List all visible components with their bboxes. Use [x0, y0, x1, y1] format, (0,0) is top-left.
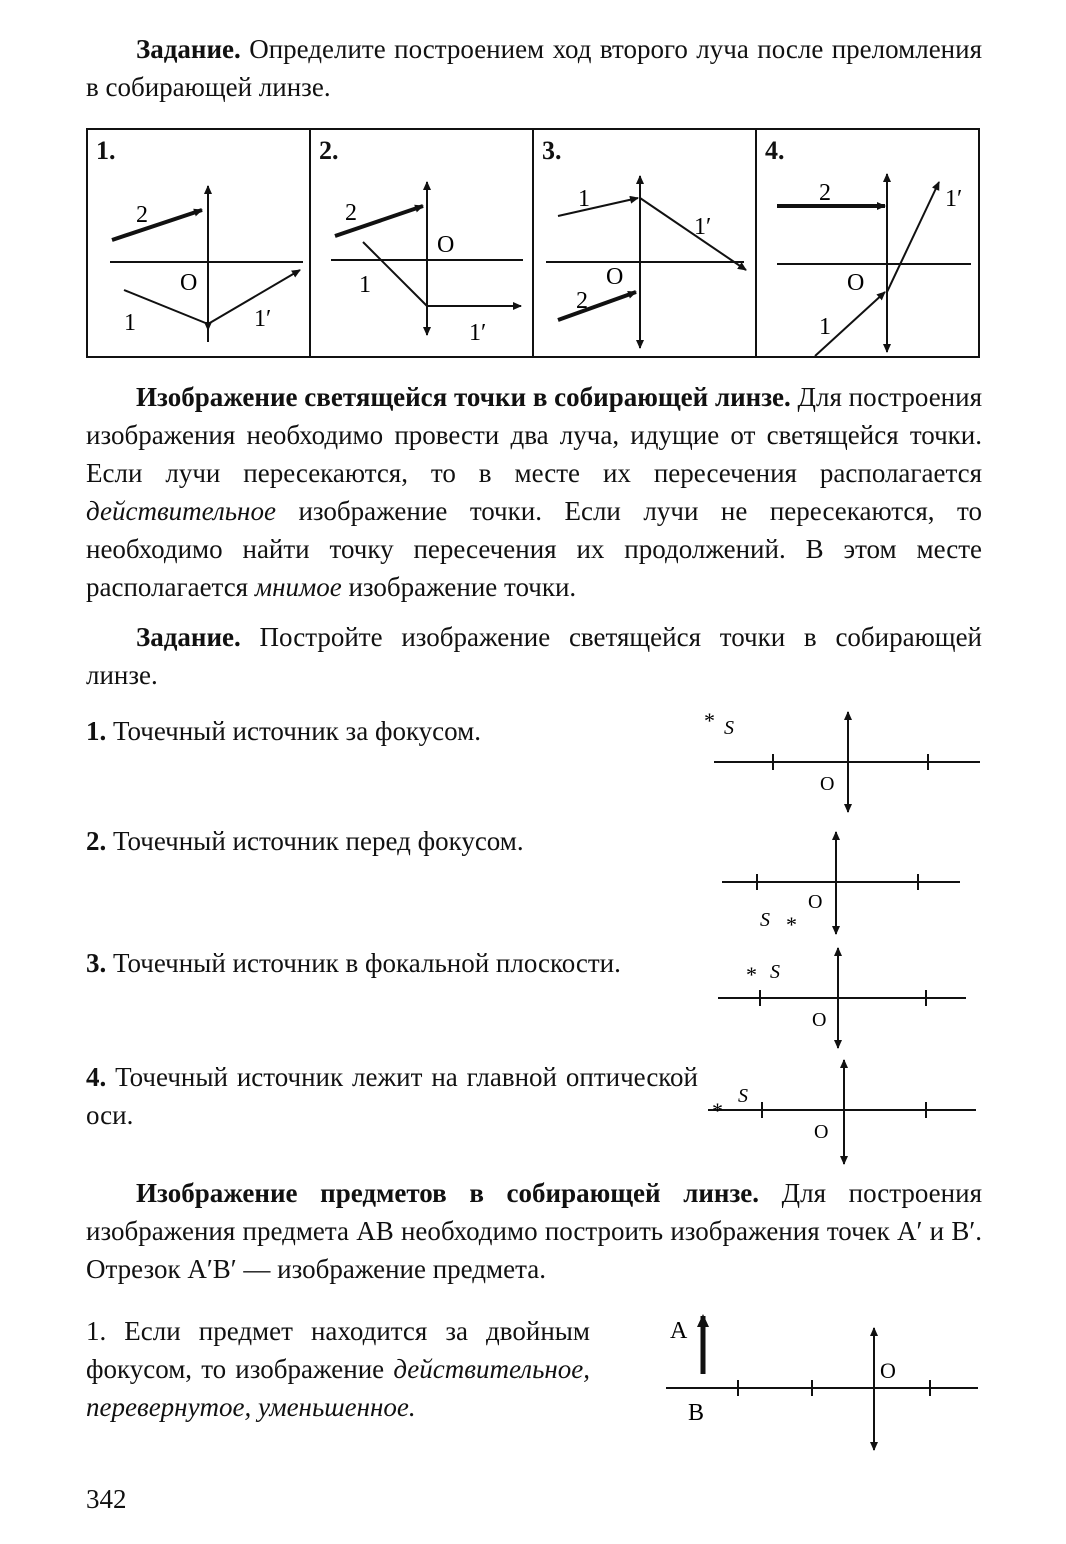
label-b: B [688, 1400, 705, 1426]
section-point-text-1: Для построения изображения необходимо провести два луча, идущие от светящейся точки. Если лучи пересекаются, то в месте их пересечения располагается [86, 382, 982, 488]
task-2-diagram [700, 822, 990, 942]
label-o: O [847, 270, 865, 296]
label-1: 1 [359, 272, 371, 298]
label-1: 1 [578, 186, 590, 212]
label-1: 1 [124, 310, 136, 336]
figure-number: 1. [96, 136, 116, 165]
task-2-paragraph [86, 618, 982, 694]
source-star: * [712, 1098, 723, 1123]
object-case-paragraph [86, 1312, 590, 1426]
section-objects-title: Изображение предметов в собирающей линзе. [136, 1178, 760, 1208]
section-point-emphasis-1: действительное [86, 496, 276, 526]
task-item-1 [86, 712, 686, 750]
task-item-3 [86, 944, 696, 982]
section-point-text-2: изображение точки. Если лучи не пересекаются, то необходимо найти точку пересечения их продолжений. В этом месте располагается [86, 496, 982, 602]
figure-3-diagram [534, 130, 756, 358]
figure-1-diagram [88, 130, 310, 358]
figure-number: 4. [765, 136, 785, 165]
object-case-emphasis: действительное, перевернутое, уменьшенное. [86, 1354, 590, 1422]
object-diagram [656, 1306, 986, 1458]
label-2: 2 [136, 202, 148, 228]
section-objects-paragraph [86, 1174, 982, 1288]
label-o: O [437, 232, 455, 258]
task-2-text: Постройте изображение светящейся точки в собирающей линзе. [86, 622, 982, 690]
figure-cell-3 [534, 130, 757, 356]
center-label-o: O [808, 891, 823, 913]
center-label-o: O [814, 1121, 829, 1143]
task-1-text: Определите построением ход второго луча после преломления в собирающей линзе. [86, 34, 982, 102]
label-1-prime: 1′ [469, 320, 487, 346]
section-point-emphasis-2: мнимое [254, 572, 342, 602]
task-item-text: Точечный источник лежит на главной оптической оси. [86, 1062, 698, 1130]
task-item-text: Точечный источник за фокусом. [106, 716, 481, 746]
label-1: 1 [819, 314, 831, 340]
source-label-s: S [770, 961, 780, 983]
label-2: 2 [819, 180, 831, 206]
page-number: 342 [86, 1484, 127, 1514]
label-2: 2 [576, 288, 588, 314]
figure-table [86, 128, 980, 358]
figure-cell-4 [757, 130, 978, 356]
task-4-diagram [700, 1056, 990, 1168]
ray-1 [363, 242, 427, 306]
figure-2-diagram [311, 130, 533, 358]
label-o: O [880, 1358, 896, 1383]
label-2: 2 [345, 200, 357, 226]
source-star: * [746, 962, 757, 987]
figure-number: 3. [542, 136, 562, 165]
label-a: A [670, 1318, 688, 1344]
task-1-diagram [696, 700, 986, 820]
ray-1-refracted [887, 182, 939, 292]
figure-cell-1 [88, 130, 311, 356]
ray-2 [558, 292, 636, 320]
section-point-text-3: изображение точки. [341, 572, 577, 602]
source-star: * [704, 708, 715, 733]
label-o: O [606, 264, 624, 290]
task-item-number: 1. [86, 716, 107, 746]
label-o: O [180, 270, 198, 296]
ray-2 [112, 210, 202, 240]
label-1-prime: 1′ [254, 306, 272, 332]
source-label-s: S [760, 909, 770, 931]
task-item-number: 4. [86, 1062, 107, 1092]
object-case-text: 1. Если предмет находится за двойным фокусом, то изображение [86, 1316, 590, 1384]
source-label-s: S [724, 717, 734, 739]
label-1-prime: 1′ [694, 214, 712, 240]
source-label-s: S [738, 1085, 748, 1107]
task-1-label: Задание. [136, 34, 241, 64]
section-objects-text: Для построения изображения предмета АВ необходимо построить изображения точек А′ и В′. Отрезок А′В′ — изображение предмета. [86, 1178, 982, 1284]
task-item-2 [86, 822, 686, 860]
ray-1-refracted [640, 198, 746, 270]
section-point-paragraph [86, 378, 982, 606]
section-point-title: Изображение светящейся точки в собирающей линзе. [136, 382, 791, 412]
label-1-prime: 1′ [945, 186, 963, 212]
center-label-o: O [812, 1009, 827, 1031]
task-item-text: Точечный источник в фокальной плоскости. [106, 948, 621, 978]
task-1-paragraph [86, 30, 982, 106]
task-item-number: 2. [86, 826, 107, 856]
task-item-4 [86, 1058, 698, 1134]
task-3-diagram [700, 944, 990, 1060]
figure-cell-2 [311, 130, 534, 356]
ray-1 [558, 198, 638, 216]
task-2-label: Задание. [136, 622, 241, 652]
task-item-number: 3. [86, 948, 107, 978]
task-item-text: Точечный источник перед фокусом. [106, 826, 524, 856]
source-star: * [786, 912, 797, 937]
figure-number: 2. [319, 136, 339, 165]
center-label-o: O [820, 773, 835, 795]
figure-4-diagram [757, 130, 979, 358]
